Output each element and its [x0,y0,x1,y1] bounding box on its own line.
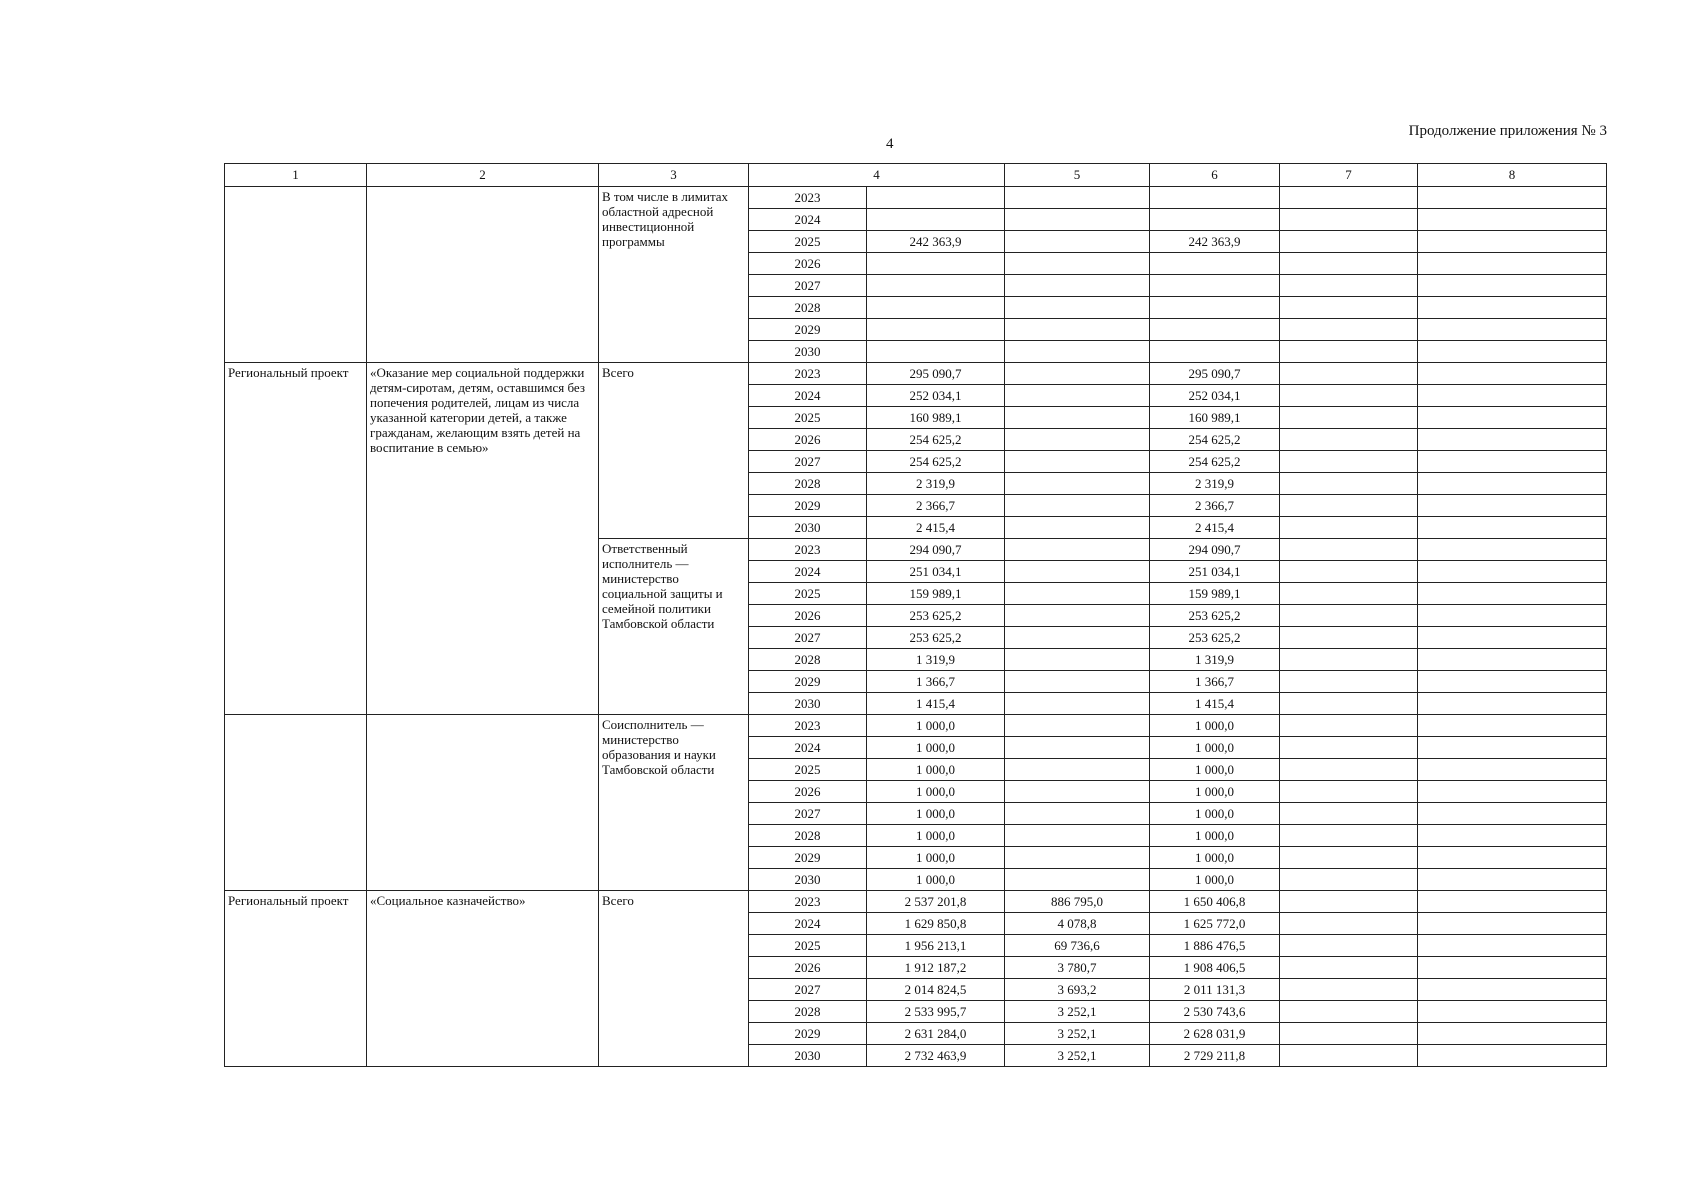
total-value-cell: 2 732 463,9 [867,1045,1005,1067]
table-row [225,363,1607,385]
federal-value-cell [1005,231,1150,253]
column-header-3: 3 [599,164,749,187]
column-8-cell [1418,517,1607,539]
federal-value-cell [1005,297,1150,319]
year-cell: 2026 [749,605,867,627]
total-value-cell: 294 090,7 [867,539,1005,561]
regional-value-cell: 252 034,1 [1150,385,1280,407]
total-value-cell: 1 000,0 [867,715,1005,737]
column-8-cell [1418,781,1607,803]
column-7-cell [1280,495,1418,517]
column-8-cell [1418,737,1607,759]
regional-value-cell: 1 000,0 [1150,825,1280,847]
year-cell: 2026 [749,781,867,803]
year-cell: 2024 [749,737,867,759]
federal-value-cell [1005,473,1150,495]
column-7-cell [1280,869,1418,891]
year-cell: 2028 [749,297,867,319]
section-type-cell [225,187,367,363]
year-cell: 2030 [749,1045,867,1067]
table-row [225,891,1607,913]
total-value-cell: 159 989,1 [867,583,1005,605]
year-cell: 2025 [749,583,867,605]
section-name-cell [367,187,599,363]
federal-value-cell: 3 252,1 [1005,1001,1150,1023]
column-8-cell [1418,627,1607,649]
year-cell: 2027 [749,451,867,473]
regional-value-cell: 1 000,0 [1150,869,1280,891]
federal-value-cell: 886 795,0 [1005,891,1150,913]
regional-value-cell: 2 366,7 [1150,495,1280,517]
column-header-7: 7 [1280,164,1418,187]
column-7-cell [1280,781,1418,803]
column-7-cell [1280,737,1418,759]
year-cell: 2029 [749,847,867,869]
total-value-cell: 2 631 284,0 [867,1023,1005,1045]
total-value-cell: 1 000,0 [867,737,1005,759]
column-7-cell [1280,847,1418,869]
total-value-cell [867,297,1005,319]
regional-value-cell: 160 989,1 [1150,407,1280,429]
total-value-cell: 254 625,2 [867,451,1005,473]
federal-value-cell [1005,539,1150,561]
federal-value-cell [1005,253,1150,275]
section-type-cell [225,715,367,891]
total-value-cell [867,187,1005,209]
column-8-cell [1418,869,1607,891]
column-8-cell [1418,1023,1607,1045]
regional-value-cell: 295 090,7 [1150,363,1280,385]
column-8-cell [1418,891,1607,913]
column-8-cell [1418,385,1607,407]
year-cell: 2027 [749,803,867,825]
column-7-cell [1280,671,1418,693]
year-cell: 2030 [749,517,867,539]
regional-value-cell: 254 625,2 [1150,451,1280,473]
federal-value-cell: 69 736,6 [1005,935,1150,957]
federal-value-cell [1005,407,1150,429]
year-cell: 2024 [749,209,867,231]
regional-value-cell: 1 319,9 [1150,649,1280,671]
regional-value-cell: 2 628 031,9 [1150,1023,1280,1045]
appendix-caption: Продолжение приложения № 3 [1408,123,1607,139]
column-8-cell [1418,253,1607,275]
column-7-cell [1280,583,1418,605]
column-8-cell [1418,803,1607,825]
year-cell: 2030 [749,869,867,891]
section-type-cell: Региональный проект [225,363,367,715]
column-7-cell [1280,187,1418,209]
total-value-cell: 1 000,0 [867,869,1005,891]
column-8-cell [1418,759,1607,781]
column-header-1: 1 [225,164,367,187]
year-cell: 2027 [749,979,867,1001]
federal-value-cell [1005,319,1150,341]
column-7-cell [1280,693,1418,715]
regional-value-cell: 251 034,1 [1150,561,1280,583]
total-value-cell: 251 034,1 [867,561,1005,583]
regional-value-cell [1150,319,1280,341]
column-7-cell [1280,517,1418,539]
regional-value-cell: 1 650 406,8 [1150,891,1280,913]
year-cell: 2030 [749,341,867,363]
column-8-cell [1418,913,1607,935]
federal-value-cell: 3 693,2 [1005,979,1150,1001]
year-cell: 2029 [749,1023,867,1045]
section-name-cell [367,715,599,891]
total-value-cell: 253 625,2 [867,627,1005,649]
year-cell: 2023 [749,363,867,385]
column-8-cell [1418,957,1607,979]
header-row [225,164,1607,187]
federal-value-cell [1005,671,1150,693]
regional-value-cell: 1 886 476,5 [1150,935,1280,957]
regional-value-cell: 253 625,2 [1150,605,1280,627]
federal-value-cell [1005,341,1150,363]
year-cell: 2024 [749,561,867,583]
column-7-cell [1280,825,1418,847]
column-7-cell [1280,429,1418,451]
funding-source-cell: Ответственный исполнитель — министерство социальной защиты и семейной политики Тамбовской области [599,539,749,715]
funding-source-cell: В том числе в лимитах областной адресной инвестиционной программы [599,187,749,363]
column-8-cell [1418,495,1607,517]
column-7-cell [1280,913,1418,935]
regional-value-cell [1150,209,1280,231]
total-value-cell: 1 912 187,2 [867,957,1005,979]
column-7-cell [1280,649,1418,671]
regional-value-cell: 253 625,2 [1150,627,1280,649]
column-7-cell [1280,979,1418,1001]
total-value-cell: 2 319,9 [867,473,1005,495]
section-name-cell: «Оказание мер социальной поддержки детям-сиротам, детям, оставшимся без попечения родителей, лицам из числа указанной категории детей, а также гражданам, желающим взять детей на воспитание в семью» [367,363,599,715]
year-cell: 2023 [749,539,867,561]
regional-value-cell: 1 000,0 [1150,737,1280,759]
regional-value-cell [1150,341,1280,363]
federal-value-cell: 3 780,7 [1005,957,1150,979]
column-7-cell [1280,539,1418,561]
column-8-cell [1418,561,1607,583]
federal-value-cell [1005,561,1150,583]
year-cell: 2026 [749,429,867,451]
regional-value-cell: 1 625 772,0 [1150,913,1280,935]
year-cell: 2029 [749,495,867,517]
year-cell: 2028 [749,649,867,671]
total-value-cell: 242 363,9 [867,231,1005,253]
regional-value-cell [1150,187,1280,209]
column-8-cell [1418,935,1607,957]
total-value-cell: 2 533 995,7 [867,1001,1005,1023]
total-value-cell: 1 000,0 [867,803,1005,825]
column-8-cell [1418,473,1607,495]
federal-value-cell [1005,209,1150,231]
column-header-2: 2 [367,164,599,187]
regional-value-cell: 2 415,4 [1150,517,1280,539]
total-value-cell: 1 000,0 [867,781,1005,803]
year-cell: 2024 [749,913,867,935]
column-7-cell [1280,209,1418,231]
year-cell: 2023 [749,891,867,913]
column-8-cell [1418,671,1607,693]
column-8-cell [1418,363,1607,385]
total-value-cell: 1 629 850,8 [867,913,1005,935]
total-value-cell: 253 625,2 [867,605,1005,627]
federal-value-cell [1005,275,1150,297]
federal-value-cell: 3 252,1 [1005,1045,1150,1067]
year-cell: 2025 [749,231,867,253]
federal-value-cell: 3 252,1 [1005,1023,1150,1045]
total-value-cell: 2 537 201,8 [867,891,1005,913]
column-7-cell [1280,363,1418,385]
column-7-cell [1280,957,1418,979]
regional-value-cell [1150,253,1280,275]
column-header-5: 5 [1005,164,1150,187]
regional-value-cell: 2 530 743,6 [1150,1001,1280,1023]
year-cell: 2026 [749,957,867,979]
year-cell: 2025 [749,759,867,781]
federal-value-cell [1005,847,1150,869]
year-cell: 2029 [749,671,867,693]
federal-value-cell: 4 078,8 [1005,913,1150,935]
total-value-cell: 1 000,0 [867,759,1005,781]
total-value-cell: 1 000,0 [867,847,1005,869]
total-value-cell: 252 034,1 [867,385,1005,407]
column-7-cell [1280,891,1418,913]
regional-value-cell: 1 415,4 [1150,693,1280,715]
regional-value-cell: 1 000,0 [1150,803,1280,825]
federal-value-cell [1005,385,1150,407]
year-cell: 2028 [749,825,867,847]
regional-value-cell: 1 000,0 [1150,847,1280,869]
year-cell: 2030 [749,693,867,715]
year-cell: 2026 [749,253,867,275]
year-cell: 2027 [749,627,867,649]
total-value-cell [867,253,1005,275]
column-7-cell [1280,253,1418,275]
regional-value-cell: 254 625,2 [1150,429,1280,451]
year-cell: 2025 [749,407,867,429]
federal-value-cell [1005,451,1150,473]
column-8-cell [1418,1001,1607,1023]
column-7-cell [1280,231,1418,253]
regional-value-cell: 294 090,7 [1150,539,1280,561]
federal-value-cell [1005,429,1150,451]
column-7-cell [1280,627,1418,649]
column-8-cell [1418,209,1607,231]
column-8-cell [1418,825,1607,847]
federal-value-cell [1005,803,1150,825]
column-7-cell [1280,341,1418,363]
federal-value-cell [1005,583,1150,605]
column-7-cell [1280,473,1418,495]
column-8-cell [1418,275,1607,297]
regional-value-cell [1150,297,1280,319]
column-8-cell [1418,1045,1607,1067]
column-7-cell [1280,605,1418,627]
column-7-cell [1280,385,1418,407]
column-7-cell [1280,935,1418,957]
column-8-cell [1418,297,1607,319]
regional-value-cell: 2 319,9 [1150,473,1280,495]
year-cell: 2023 [749,187,867,209]
column-7-cell [1280,407,1418,429]
column-7-cell [1280,759,1418,781]
year-cell: 2024 [749,385,867,407]
regional-value-cell [1150,275,1280,297]
regional-value-cell: 2 011 131,3 [1150,979,1280,1001]
regional-value-cell: 1 366,7 [1150,671,1280,693]
total-value-cell: 2 366,7 [867,495,1005,517]
federal-value-cell [1005,737,1150,759]
column-8-cell [1418,407,1607,429]
column-8-cell [1418,979,1607,1001]
federal-value-cell [1005,715,1150,737]
regional-value-cell: 242 363,9 [1150,231,1280,253]
column-7-cell [1280,715,1418,737]
column-8-cell [1418,847,1607,869]
federal-value-cell [1005,759,1150,781]
year-cell: 2028 [749,1001,867,1023]
column-7-cell [1280,1045,1418,1067]
federal-value-cell [1005,781,1150,803]
column-8-cell [1418,649,1607,671]
total-value-cell [867,275,1005,297]
total-value-cell: 1 319,9 [867,649,1005,671]
federal-value-cell [1005,693,1150,715]
column-8-cell [1418,693,1607,715]
federal-value-cell [1005,869,1150,891]
total-value-cell [867,341,1005,363]
column-8-cell [1418,715,1607,737]
regional-value-cell: 1 000,0 [1150,759,1280,781]
section-name-cell: «Социальное казначейство» [367,891,599,1067]
budget-table [224,163,1607,1067]
column-7-cell [1280,275,1418,297]
total-value-cell: 1 366,7 [867,671,1005,693]
federal-value-cell [1005,187,1150,209]
column-7-cell [1280,803,1418,825]
federal-value-cell [1005,517,1150,539]
funding-source-cell: Всего [599,891,749,1067]
total-value-cell [867,319,1005,341]
regional-value-cell: 1 000,0 [1150,715,1280,737]
page-number: 4 [886,136,894,152]
regional-value-cell: 159 989,1 [1150,583,1280,605]
column-8-cell [1418,583,1607,605]
funding-source-cell: Всего [599,363,749,539]
column-8-cell [1418,341,1607,363]
column-7-cell [1280,1023,1418,1045]
total-value-cell: 2 014 824,5 [867,979,1005,1001]
column-8-cell [1418,429,1607,451]
total-value-cell: 1 415,4 [867,693,1005,715]
regional-value-cell: 2 729 211,8 [1150,1045,1280,1067]
federal-value-cell [1005,495,1150,517]
column-header-8: 8 [1418,164,1607,187]
column-7-cell [1280,319,1418,341]
total-value-cell: 160 989,1 [867,407,1005,429]
section-type-cell: Региональный проект [225,891,367,1067]
year-cell: 2029 [749,319,867,341]
regional-value-cell: 1 908 406,5 [1150,957,1280,979]
column-8-cell [1418,231,1607,253]
column-7-cell [1280,561,1418,583]
total-value-cell: 254 625,2 [867,429,1005,451]
column-7-cell [1280,451,1418,473]
total-value-cell: 1 956 213,1 [867,935,1005,957]
federal-value-cell [1005,649,1150,671]
column-8-cell [1418,605,1607,627]
total-value-cell [867,209,1005,231]
year-cell: 2023 [749,715,867,737]
year-cell: 2028 [749,473,867,495]
federal-value-cell [1005,825,1150,847]
year-cell: 2025 [749,935,867,957]
federal-value-cell [1005,605,1150,627]
table-row [225,187,1607,209]
column-header-4: 4 [749,164,1005,187]
column-8-cell [1418,451,1607,473]
column-header-6: 6 [1150,164,1280,187]
column-8-cell [1418,319,1607,341]
total-value-cell: 2 415,4 [867,517,1005,539]
column-7-cell [1280,1001,1418,1023]
column-8-cell [1418,539,1607,561]
table-row [225,715,1607,737]
total-value-cell: 1 000,0 [867,825,1005,847]
total-value-cell: 295 090,7 [867,363,1005,385]
federal-value-cell [1005,363,1150,385]
regional-value-cell: 1 000,0 [1150,781,1280,803]
year-cell: 2027 [749,275,867,297]
column-8-cell [1418,187,1607,209]
federal-value-cell [1005,627,1150,649]
funding-source-cell: Соисполнитель — министерство образования и науки Тамбовской области [599,715,749,891]
column-7-cell [1280,297,1418,319]
